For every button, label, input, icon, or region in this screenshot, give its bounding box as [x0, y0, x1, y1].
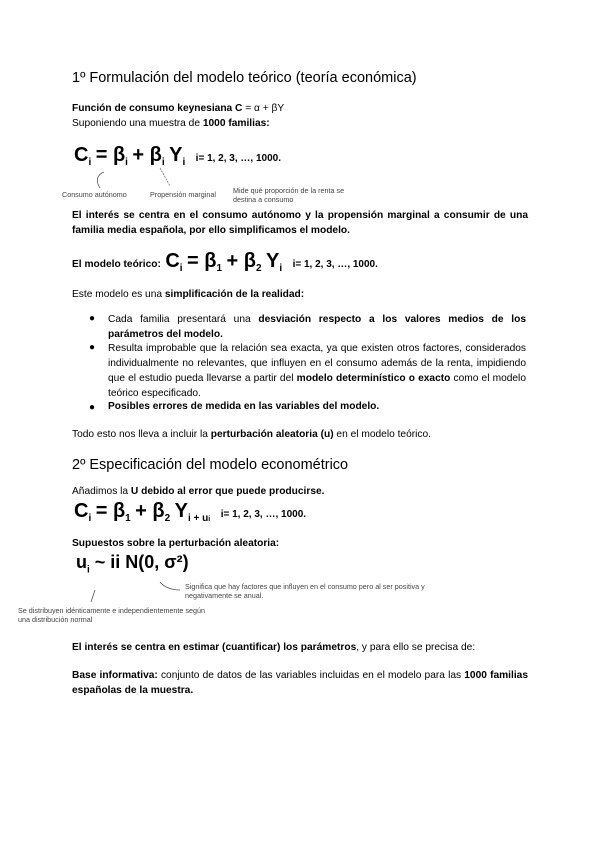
bullet-2-bold: modelo determinístico o exacto: [296, 373, 451, 384]
eq2-beta1-sub: 1: [216, 263, 223, 275]
eq2-beta1: β: [204, 250, 217, 272]
add-bold: U debido al error que puede producirse.: [130, 486, 325, 497]
keynes-formula: = α + βY: [242, 103, 285, 114]
eq3-c: C: [74, 500, 89, 522]
eq1-c-sub: i: [88, 157, 92, 169]
eq2-beta2: β: [243, 250, 256, 272]
eq3-beta2-sub: 2: [164, 513, 171, 525]
equation-3: $C_i = \beta_1 + \beta_2$ $Y_{i + ui}$ i= 1, 2, 3, …, 1000.: [74, 500, 307, 525]
simplif-text: Este modelo es una: [72, 289, 165, 300]
annotation-mide: Mide qué proporción de la renta se destina a consumo: [233, 186, 345, 204]
line-significa: [160, 582, 180, 590]
bullet-dot-1: ●: [89, 313, 96, 324]
eq2-y-sub: i: [279, 263, 283, 275]
eq3-beta1: β: [112, 500, 126, 522]
eq1-beta2: β: [149, 144, 162, 166]
eq2-beta2-sub: 2: [255, 263, 262, 275]
brace-autonomo: [97, 172, 104, 188]
base-mid: conjunto de datos de las variables incluidas en el modelo para las: [157, 670, 465, 681]
keynes-label: Función de consumo keynesiana C: [72, 103, 243, 114]
equation-1: $C_i = \beta_i + \beta_i$ $Y_i$ i= 1, 2, 3, …, 1000.: [74, 144, 282, 169]
dist-rest: ~ ii N(0, σ²): [89, 552, 189, 572]
bullet-3: Posibles errores de medida en las variables del modelo.: [108, 401, 380, 412]
bullet-1: [108, 312, 526, 342]
todo-line: [72, 429, 431, 440]
eq1-beta-sub: i: [125, 157, 128, 169]
eq1-y-sub: i: [182, 157, 186, 169]
eq1-range: i= 1, 2, 3, …, 1000.: [195, 153, 282, 164]
eq3-y-sub: i + u: [188, 513, 209, 525]
eq3-c-sub: i: [88, 513, 92, 525]
annotation-distribuyen: Se distribuyen idénticamente e independientemente según una distribución normal: [18, 606, 206, 624]
sample-text: Suponiendo una muestra de: [72, 118, 203, 129]
simplif-line: [72, 289, 304, 300]
base-bold-2: 1000 familias españolas de la muestra.: [72, 670, 529, 696]
eq1-beta2-sub: i: [161, 157, 165, 169]
interest-line-2: [72, 642, 475, 653]
eq1-beta: β: [112, 144, 126, 166]
supuestos-line: Supuestos sobre la perturbación aleatoria:: [72, 538, 280, 549]
interest-2-bold: El interés se centra en estimar (cuantificar) los parámetros: [72, 642, 357, 653]
eq3-u-sub: i: [208, 516, 211, 524]
simplif-bold: simplificación de la realidad:: [164, 289, 305, 300]
model-label: El modelo teórico:: [72, 259, 161, 270]
annotation-autonomo: Consumo autónomo: [62, 190, 127, 199]
base-line: [72, 668, 528, 698]
base-bold: Base informativa:: [72, 670, 158, 681]
section-1-title: 1º Formulación del modelo teórico (teoría económica): [72, 70, 417, 86]
section-2-title: 2º Especificación del modelo econométrico: [72, 457, 349, 473]
add-line: [72, 486, 325, 497]
interest-2-post: , y para ello se precisa de:: [356, 642, 476, 653]
sample-line: [72, 118, 270, 129]
eq1-y: Y: [169, 144, 183, 166]
dist-u: u: [76, 552, 87, 572]
keynes-line: [72, 103, 284, 114]
annotation-marginal: Propensión marginal: [150, 190, 216, 199]
interest-paragraph: El interés se centra en el consumo autónomo y la propensión marginal a consumir de una familia media española, por ello simplificamos el modelo.: [72, 210, 528, 236]
line-marginal: [160, 168, 170, 186]
bullet-2: [108, 341, 526, 401]
eq3-beta2: β: [152, 500, 165, 522]
bullet-dot-2: ●: [89, 342, 96, 353]
sample-bold: 1000 familias:: [202, 118, 270, 129]
eq1-c: C: [74, 144, 89, 166]
todo-bold: perturbación aleatoria (u): [210, 429, 334, 440]
eq2-y: Y: [265, 250, 280, 272]
dist-u-sub: i: [87, 564, 90, 576]
todo-post: en el modelo teórico.: [333, 429, 431, 440]
equation-2: El modelo teórico: $C_i = \beta_1 + \beta_2$ $Y_i$ i= 1, 2, 3, …, 1000.: [72, 250, 378, 275]
line-distribuyen: [91, 590, 95, 602]
bullet-2-text: Resulta improbable que la relación sea exacta, ya que existen otros factores, considerados individualmente no relevantes, que influyen en el consumo además de la renta, impidiendo que el estudio pueda llevarse a partir del: [108, 343, 526, 384]
eq3-beta1-sub: 1: [125, 513, 131, 525]
eq2-c: C: [165, 250, 180, 272]
add-text: Añadimos la: [72, 486, 131, 497]
eq3-range: i= 1, 2, 3, …, 1000.: [220, 509, 307, 520]
todo-text: Todo esto nos lleva a incluir la: [72, 429, 211, 440]
bullet-1-bold: desviación respecto a los valores medios de los parámetros del modelo.: [108, 314, 526, 340]
eq3-y: Y: [174, 500, 188, 522]
bullet-1-text: Cada familia presentará una: [108, 314, 259, 325]
eq2-c-sub: i: [179, 263, 183, 275]
distribution-formula: [76, 552, 189, 576]
bullet-2-post: como el modelo teórico especificado.: [108, 373, 526, 399]
annotation-significa: Significa que hay factores que influyen en el consumo pero al ser positiva y negativamente se anual.: [185, 582, 425, 600]
bullet-dot-3: ●: [89, 402, 96, 413]
eq2-range: i= 1, 2, 3, …, 1000.: [292, 259, 378, 270]
